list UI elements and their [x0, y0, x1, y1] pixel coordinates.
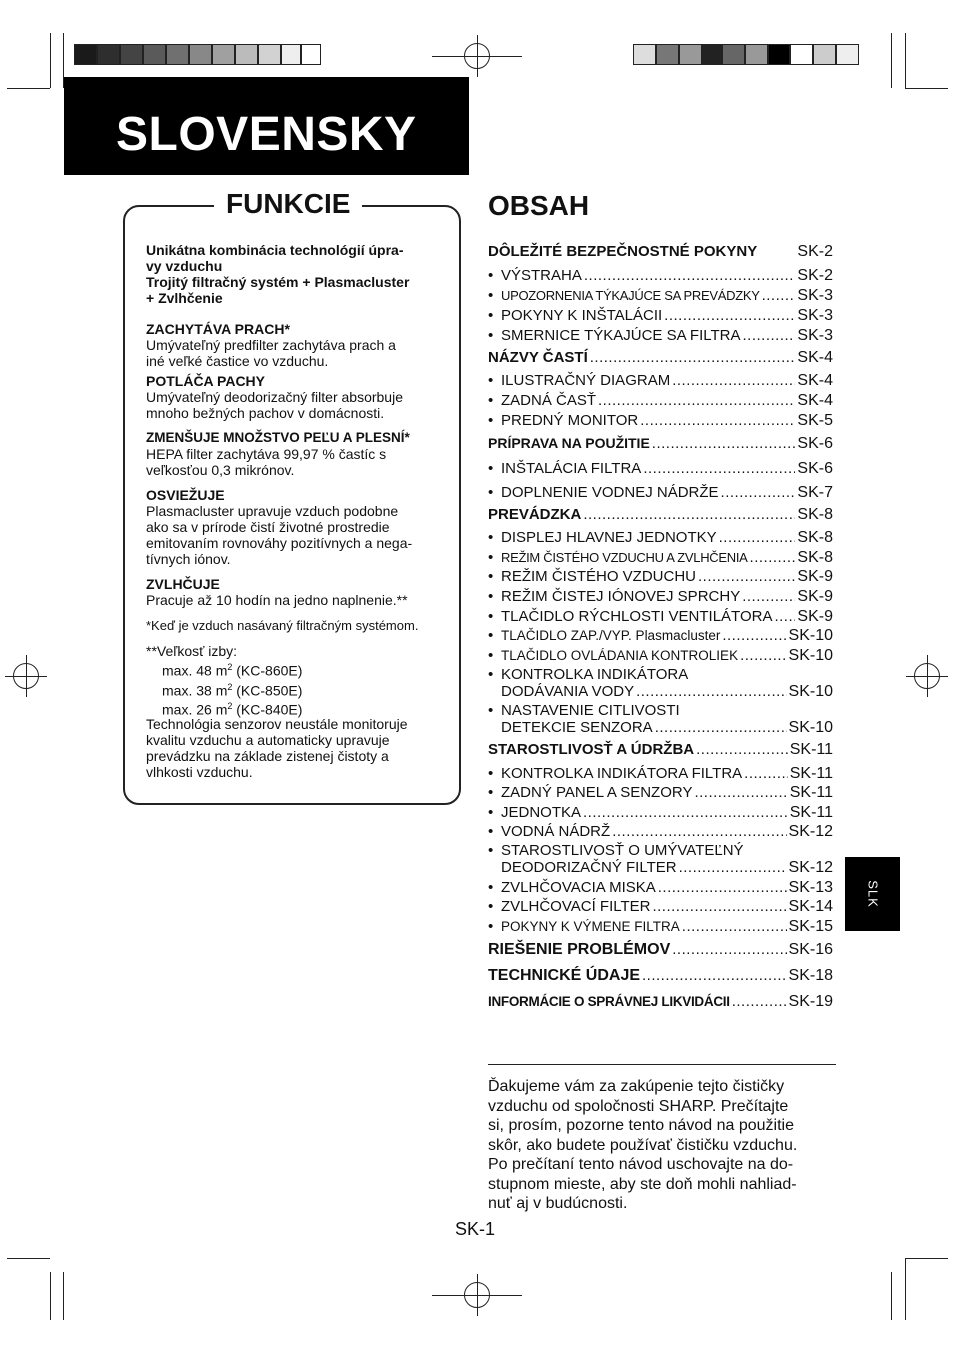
toc-item[interactable]: STAROSTLIVOSŤ A ÚDRŽBA ..... SK-11: [488, 741, 833, 759]
toc-item[interactable]: DEODORIZAČNÝ FILTER ..... SK-12: [488, 859, 833, 877]
features-intro: Unikátna kombinácia technológií úpra- vy vzduchu Trojitý filtračný systém + Plasmacluster + Zvlhčenie: [146, 242, 410, 306]
toc-item[interactable]: PREVÁDZKA ..... SK-8: [488, 506, 833, 524]
sensor-technology-text: Technológia senzorov neustále monitoruje kvalitu vzduchu a automaticky upravuje prevádzku na základe zistenej čistoty a vlhkosti vzduchu.: [146, 716, 408, 780]
room-size-kc850e: max. 38 $m^2$ (KC-850E): [162, 681, 303, 699]
toc-item[interactable]: • INŠTALÁCIA FILTRA ..... SK-6: [488, 460, 833, 478]
toc-item[interactable]: • STAROSTLIVOSŤ O UMÝVATEĽNÝ: [488, 842, 744, 859]
contents-heading: OBSAH: [488, 190, 590, 221]
page-number: SK-1: [455, 1219, 496, 1239]
room-size-kc860e: max. 48 $m^2$ (KC-860E): [162, 662, 303, 679]
feature-humidify: ZVLHČUJE Pracuje až 10 hodín na jedno naplnenie.**: [146, 576, 408, 608]
toc-item[interactable]: DODÁVANIA VODY ..... SK-10: [488, 683, 833, 701]
toc-item[interactable]: • TLAČIDLO RÝCHLOSTI VENTILÁTORA ..... SK-9: [488, 608, 833, 626]
toc-item[interactable]: • KONTROLKA INDIKÁTORA FILTRA ..... SK-11: [488, 765, 833, 783]
toc-item[interactable]: TECHNICKÉ ÚDAJE ..... SK-18: [488, 967, 833, 985]
toc-item[interactable]: • JEDNOTKA ..... SK-11: [488, 804, 833, 822]
toc-item[interactable]: • ZVLHČOVACÍ FILTER ..... SK-14: [488, 898, 833, 916]
toc-item[interactable]: NÁZVY ČASTÍ ..... SK-4: [488, 349, 833, 367]
toc-item[interactable]: INFORMÁCIE O SPRÁVNEJ LIKVIDÁCII ..... SK-19: [488, 993, 833, 1011]
toc-item[interactable]: • PREDNÝ MONITOR ..... SK-5: [488, 412, 833, 430]
toc-item[interactable]: • POKYNY K INŠTALÁCII ..... SK-3: [488, 307, 833, 325]
toc-item[interactable]: • ZVLHČOVACIA MISKA ..... SK-13: [488, 879, 833, 897]
toc-item[interactable]: DETEKCIE SENZORA ..... SK-10: [488, 719, 833, 737]
language-tab-label: SLK: [865, 880, 880, 908]
toc-item[interactable]: • POKYNY K VÝMENE FILTRA ..... SK-15: [488, 918, 833, 936]
features-heading: FUNKCIE: [214, 188, 362, 220]
toc-item[interactable]: • VÝSTRAHA ..... SK-2: [488, 267, 833, 285]
title-banner: [64, 77, 469, 175]
toc-item[interactable]: • ZADNÝ PANEL A SENZORY ..... SK-11: [488, 784, 833, 802]
toc-item[interactable]: • ILUSTRAČNÝ DIAGRAM ..... SK-4: [488, 372, 833, 390]
feature-refresh: OSVIEŽUJE Plasmacluster upravuje vzduch podobne ako sa v prírode čistí životné prostredie emitovaním rovnováhy pozitívnych a nega- tívnych iónov.: [146, 487, 413, 567]
toc-item[interactable]: DÔLEŽITÉ BEZPEČNOSTNÉ POKYNY SK-2: [488, 243, 833, 260]
footnote-room-size: **Veľkosť izby: max. 48 $m^2$ (KC-860E) max. 38 $m^2$ (KC-850E) max. 26 $m^2$ (KC-840E): [146, 643, 451, 718]
feature-pollen: ZMENŠUJE MNOŽSTVO PEĽU A PLESNÍ* HEPA filter zachytáva 99,97 % častíc s veľkosťou 0,3 mikrónov.: [146, 430, 410, 478]
language-tab: [845, 857, 900, 931]
feature-dust: ZACHYTÁVA PRACH* Umývateľný predfilter zachytáva prach a iné veľké častice vo vzduchu.: [146, 321, 396, 369]
thank-you-text: Ďakujeme vám za zakúpenie tejto čističky vzduchu od spoločnosti SHARP. Prečítajte si, prosím, pozorne tento návod na použitie skôr, ako budete používať čističku vzduchu. Po prečítaní tento návod uschovajte na do- stupnom mieste, aby ste doň mohli nahliad- nuť aj v budúcnosti.: [488, 1078, 798, 1212]
toc-item[interactable]: • TLAČIDLO ZAP./VYP. Plasmacluster ..... SK-10: [488, 627, 833, 645]
toc-item[interactable]: • ZADNÁ ČASŤ ..... SK-4: [488, 392, 833, 410]
toc-item[interactable]: • SMERNICE TÝKAJÚCE SA FILTRA ..... SK-3: [488, 327, 833, 345]
toc-item[interactable]: • DISPLEJ HLAVNEJ JEDNOTKY ..... SK-8: [488, 529, 833, 547]
toc-item[interactable]: • TLAČIDLO OVLÁDANIA KONTROLIEK ..... SK-10: [488, 647, 833, 665]
toc-item[interactable]: • REŽIM ČISTÉHO VZDUCHU A ZVLHČENIA ..... SK-8: [488, 549, 833, 567]
toc-item[interactable]: • DOPLNENIE VODNEJ NÁDRŽE ..... SK-7: [488, 484, 833, 502]
toc-item[interactable]: • KONTROLKA INDIKÁTORA: [488, 666, 689, 683]
toc-item[interactable]: • REŽIM ČISTEJ IÓNOVEJ SPRCHY ..... SK-9: [488, 588, 833, 606]
page-title: SLOVENSKY: [116, 108, 417, 161]
toc-item[interactable]: RIEŠENIE PROBLÉMOV ..... SK-16: [488, 941, 833, 959]
toc-item[interactable]: • VODNÁ NÁDRŽ ..... SK-12: [488, 823, 833, 841]
toc-item[interactable]: • UPOZORNENIA TÝKAJÚCE SA PREVÁDZKY ..... SK-3: [488, 287, 833, 305]
toc-item[interactable]: • NASTAVENIE CITLIVOSTI: [488, 702, 680, 719]
toc-item[interactable]: PRÍPRAVA NA POUŽITIE ..... SK-6: [488, 435, 833, 453]
divider: [488, 1064, 836, 1065]
feature-odor: POTLÁČA PACHY Umývateľný deodorizačný filter absorbuje mnoho bežných pachov v domácnosti.: [146, 373, 403, 421]
toc-item[interactable]: • REŽIM ČISTÉHO VZDUCHU ..... SK-9: [488, 568, 833, 586]
footnote-filter: *Keď je vzduch nasávaný filtračným systémom.: [146, 618, 419, 633]
room-size-kc840e: max. 26 $m^2$ (KC-840E): [162, 701, 303, 718]
